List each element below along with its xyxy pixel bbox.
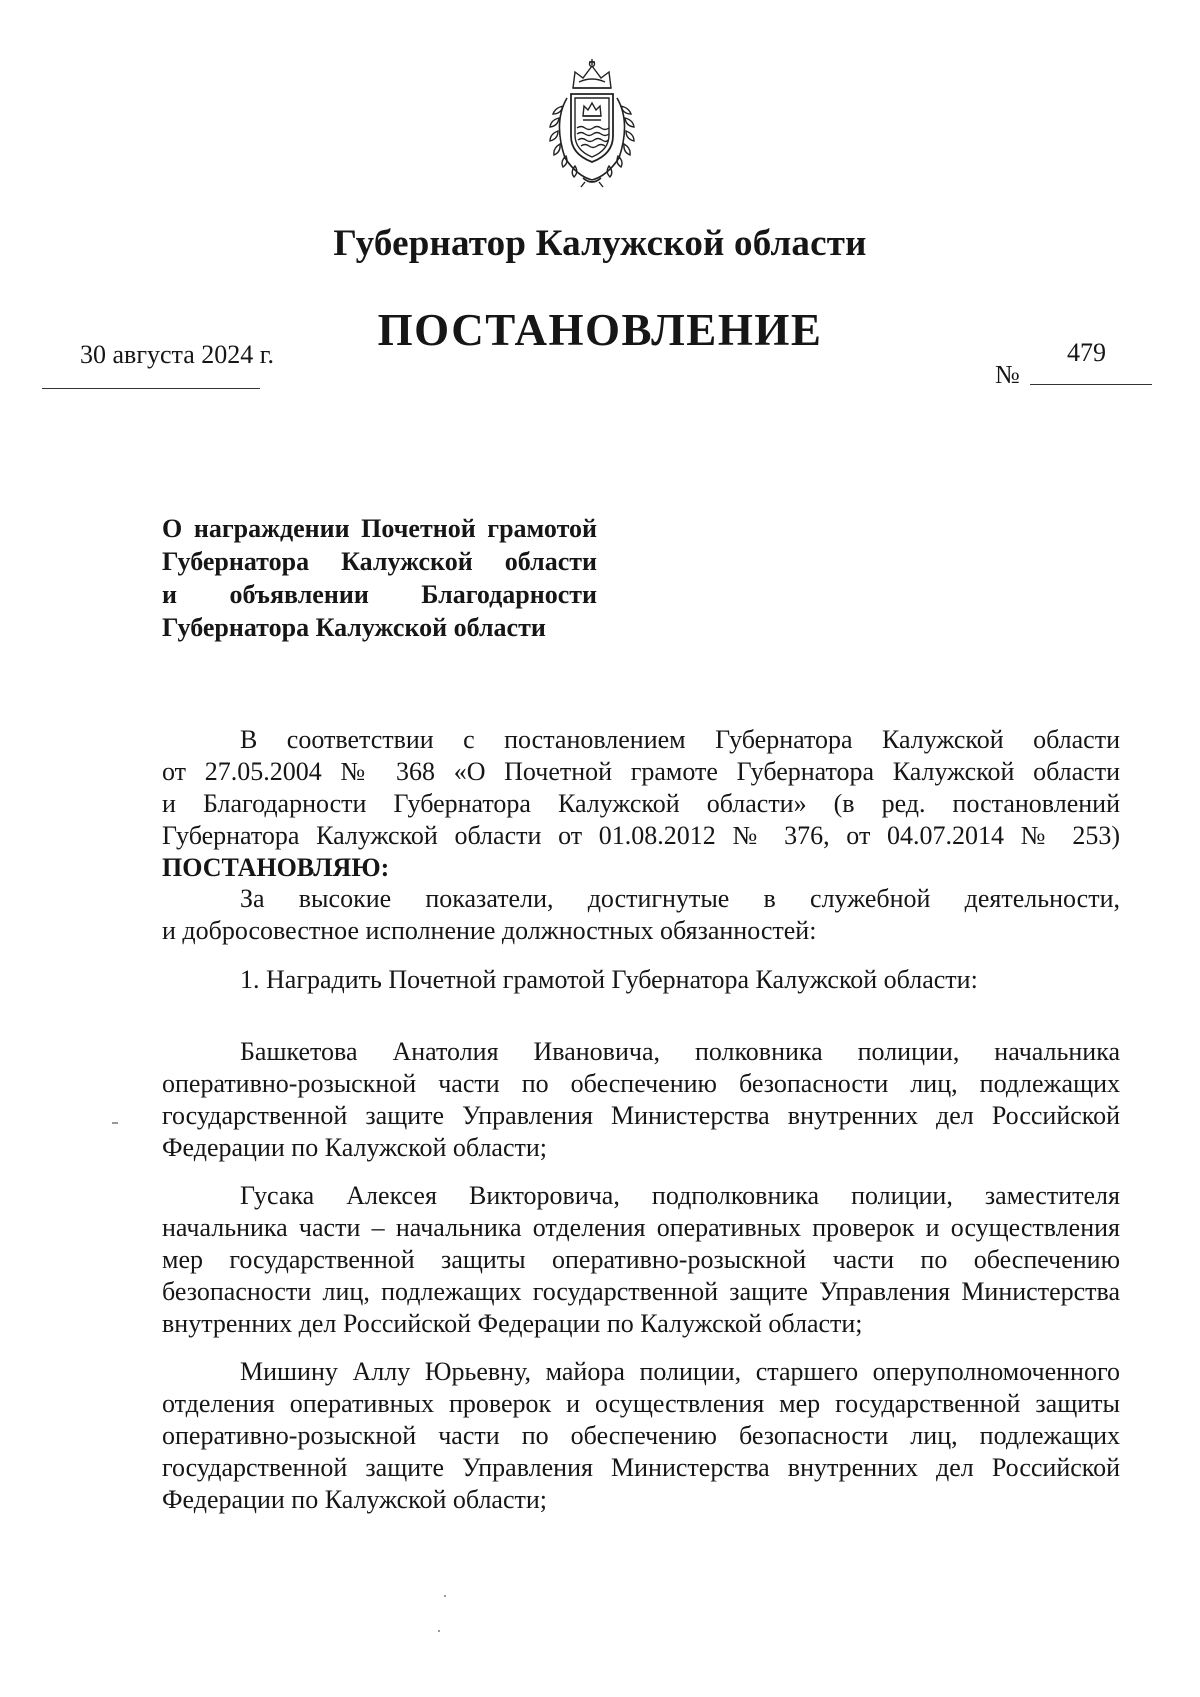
text-line: государственной защите Управления Министерства внутренних дел Российской	[162, 1453, 1120, 1482]
subject-line: О награждении Почетной грамотой	[162, 514, 597, 543]
subject-line: Губернатора Калужской области	[162, 547, 597, 576]
subject-line: Губернатора Калужской области	[162, 613, 546, 642]
text-line: В соответствии с постановлением Губернатора Калужской области	[240, 725, 1120, 754]
number-sign: №	[995, 360, 1020, 389]
coat-of-arms-icon	[533, 58, 651, 188]
text-line: и добросовестное исполнение должностных обязанностей:	[162, 916, 817, 945]
text-line: Федерации по Калужской области;	[162, 1485, 547, 1514]
reason-paragraph	[162, 883, 1120, 947]
text-line: 1. Наградить Почетной грамотой Губернатора Калужской области:	[240, 965, 978, 994]
date-underline	[42, 388, 260, 389]
text-line: За высокие показатели, достигнутые в служебной деятельности,	[240, 884, 1120, 913]
recipient-paragraph	[162, 1356, 1120, 1516]
decree-word: ПОСТАНОВЛЯЮ:	[162, 853, 390, 882]
item-1-heading	[162, 964, 1120, 996]
document-date: 30 августа 2024 г.	[80, 340, 274, 369]
document-type: ПОСТАНОВЛЕНИЕ	[377, 305, 823, 355]
text-line: внутренних дел Российской Федерации по Калужской области;	[162, 1309, 863, 1338]
number-underline	[1030, 384, 1152, 385]
decree-word-block	[162, 852, 1120, 884]
text-line: оперативно-розыскной части по обеспечению безопасности лиц, подлежащих	[162, 1069, 1120, 1098]
text-line: начальника части – начальника отделения оперативных проверок и осуществления	[162, 1213, 1120, 1242]
text-line: Мишину Аллу Юрьевну, майора полиции, старшего оперуполномоченного	[240, 1357, 1120, 1386]
scan-speck	[112, 1122, 118, 1124]
preamble-paragraph	[162, 724, 1120, 852]
issuing-authority: Губернатор Калужской области	[333, 223, 867, 264]
text-line: отделения оперативных проверок и осуществления мер государственной защиты	[162, 1389, 1120, 1418]
text-line: безопасности лиц, подлежащих государственной защите Управления Министерства	[162, 1277, 1120, 1306]
scan-speck	[444, 1595, 446, 1597]
text-line: Башкетова Анатолия Ивановича, полковника полиции, начальника	[240, 1037, 1120, 1066]
text-line: и Благодарности Губернатора Калужской области» (в ред. постановлений	[162, 789, 1120, 818]
text-line: мер государственной защиты оперативно-розыскной части по обеспечению	[162, 1245, 1120, 1274]
text-line: государственной защите Управления Министерства внутренних дел Российской	[162, 1101, 1120, 1130]
text-line: Гусака Алексея Викторовича, подполковника полиции, заместителя	[240, 1181, 1120, 1210]
subject-line: и объявлении Благодарности	[162, 580, 597, 609]
recipient-paragraph	[162, 1036, 1120, 1164]
document-subject	[162, 512, 597, 644]
text-line: оперативно-розыскной части по обеспечению безопасности лиц, подлежащих	[162, 1421, 1120, 1450]
recipient-paragraph	[162, 1180, 1120, 1340]
text-line: Федерации по Калужской области;	[162, 1133, 547, 1162]
document-number: 479	[1067, 338, 1106, 367]
text-line: Губернатора Калужской области от 01.08.2012 № 376, от 04.07.2014 № 253)	[162, 821, 1120, 850]
scan-speck	[438, 1630, 440, 1632]
text-line: от 27.05.2004 № 368 «О Почетной грамоте Губернатора Калужской области	[162, 757, 1120, 786]
